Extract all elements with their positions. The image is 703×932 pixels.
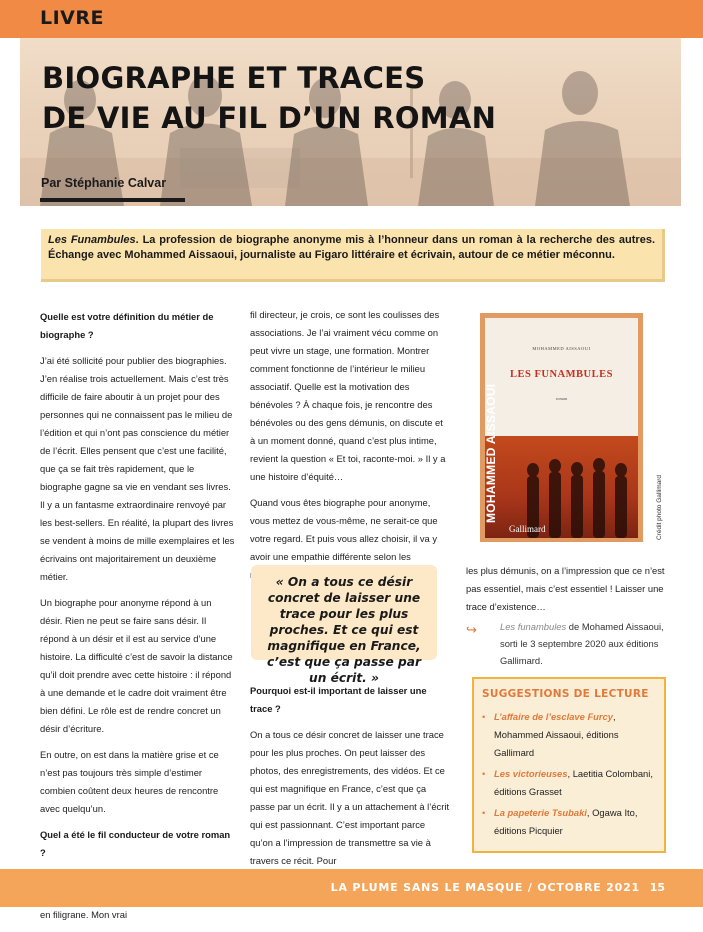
book-title: LES FUNAMBULES [510, 369, 613, 380]
reading-suggestions-box [472, 677, 666, 853]
section-bar [0, 0, 703, 38]
page-number: 15 [649, 881, 665, 894]
byline-rule [40, 198, 185, 202]
question-3: Pourquoi est-il important de laisser une trace ? [250, 685, 427, 714]
question-1: Quelle est votre définition du métier de biographe ? [40, 311, 214, 340]
book-cover-image [480, 313, 643, 542]
paragraph: en filigrane. Mon vrai [40, 909, 128, 920]
footer-publication: LA PLUME SANS LE MASQUE / OCTOBRE 2021 [330, 881, 640, 894]
suggestions-list [482, 708, 656, 840]
intro-box [41, 229, 665, 282]
list-item [482, 804, 656, 840]
book-author-small: MOHAMMED AISSAOUI [532, 346, 591, 351]
bullet-icon: • [482, 768, 486, 779]
paragraph: J’ai été sollicité pour publier des biographies. J’en réalise trois actuellement. Mais c’est très difficile de faire aboutir à un projet pour des personnes qui ne connaissent pas le milieu de l’édition et qui n’ont pas conscience du métier de l’écrit. Elles pensent que c’est une facilité, que ça se fait très rapidement, que le biographe gagne sa vie en vendant ses livres. Il y a un fantasme extraordinaire renvoyé par les best-sellers. En réalité, la plupart des livres se vendent à moins de mille exemplaires et les écrivains ont majoritairement un deuxième métier. [40, 355, 235, 582]
book-publisher: Gallimard [509, 524, 546, 534]
suggestions-title: SUGGESTIONS DE LECTURE [482, 688, 649, 700]
suggestion-details: , Ogawa Ito, éditions Picquier [494, 807, 638, 836]
intro-book-title: Les Funambules [48, 234, 136, 246]
article-title [42, 58, 562, 138]
bullet-icon: • [482, 711, 486, 722]
column-3 [466, 562, 666, 624]
suggestion-details: , Laetitia Colombani, éditions Grasset [494, 768, 653, 797]
reference-text: de Mohamed Aissaoui, sorti le 3 septembre 2020 aux éditions Gallimard. [500, 621, 664, 666]
bullet-icon: • [482, 807, 486, 818]
list-item [482, 765, 656, 801]
list-item [482, 708, 656, 762]
title-line-1: BIOGRAPHE ET TRACES [42, 61, 426, 95]
book-reference [466, 618, 676, 669]
paragraph: En outre, on est dans la matière grise et ce n’est pas toujours très simple d’estimer combien coûtent deux heures de rencontre avec quelqu’un. [40, 749, 219, 814]
suggestion-book: Les victorieuses [494, 768, 568, 779]
page-footer [0, 869, 703, 907]
book-band-author: MOHAMMED AISSAOUI [484, 383, 498, 523]
paragraph: fil directeur, je crois, ce sont les coulisses des associations. Je l’ai vraiment vécu comme on peut vivre un stage, une formation. Montrer comment fonctionne de l’intérieur le milieu associatif. Quelle est la motivation des bénévoles ? À chaque fois, je rencontre des bénévoles ou des gens démunis, on discute et à un moment donné, quand c’est plus intime, revient la question « Et toi, raconte-moi. » Il y a une histoire d’équité… [250, 309, 446, 482]
title-line-2: DE VIE AU FIL D’UN ROMAN [42, 101, 497, 135]
paragraph: Quand vous êtes biographe pour anonyme, vous mettez de vous-même, ne serait-ce que votre regard. Et puis vous allez choisir, il va y avoir une empathie différente selon les [250, 497, 438, 562]
arrow-icon: ↪ [466, 622, 477, 637]
paragraph: Un biographe pour anonyme répond à un désir. Rien ne peut se faire sans désir. Il répond à un désir et il est au service d’une histoire. La difficulté c’est de savoir la distance qu’il doit prendre avec cette histoire : il répond à une demande et le cadre doit vraiment être bien défini. Le rôle est de rendre concret un désir d’écriture. [40, 597, 233, 734]
column-2-bottom [250, 682, 450, 878]
paragraph: On a tous ce désir concret de laisser une trace pour les plus proches. On peut laisser des photos, des enregistrements, des vidéos. Et ce qui est magnifique en France, c’est que ça passe par un écrit. Il y a un attachement à l’écrit qui est passionnant. C’est important parce qu’on a l’impression de transmettre sa vie à travers ce récit. Pour [250, 729, 450, 866]
column-2 [250, 306, 450, 592]
byline: Par Stéphanie Calvar [41, 176, 167, 190]
suggestion-details: , Mohammed Aissaoui, éditions Gallimard [494, 711, 619, 758]
column-1 [40, 308, 236, 932]
reference-title: Les funambules [500, 621, 567, 632]
question-2: Quel a été le fil conducteur de votre roman ? [40, 829, 231, 858]
suggestion-book: La papeterie Tsubaki [494, 807, 587, 818]
photo-credit: Crédit photo Gallimard [656, 474, 663, 540]
paragraph: les plus démunis, on a l’impression que ce n’est pas essentiel, mais c’est essentiel ! Laisser une trace d’existence… [466, 565, 665, 612]
section-label: LIVRE [40, 7, 104, 29]
book-genre: roman [555, 396, 568, 401]
intro-text: . La profession de biographe anonyme mis à l’honneur dans un roman à la recherche des autres. Échange avec Mohammed Aissaoui, journaliste au Figaro littéraire et écrivain, autour de ce métier méconnu. [48, 234, 655, 261]
pull-quote: « On a tous ce désir concret de laisser une trace pour les plus proches. Et ce qui est magnifique en France, c’est que ça passe par un écrit. » [251, 565, 437, 660]
suggestion-book: L’affaire de l’esclave Furcy [494, 711, 613, 722]
book-cover [485, 318, 638, 538]
